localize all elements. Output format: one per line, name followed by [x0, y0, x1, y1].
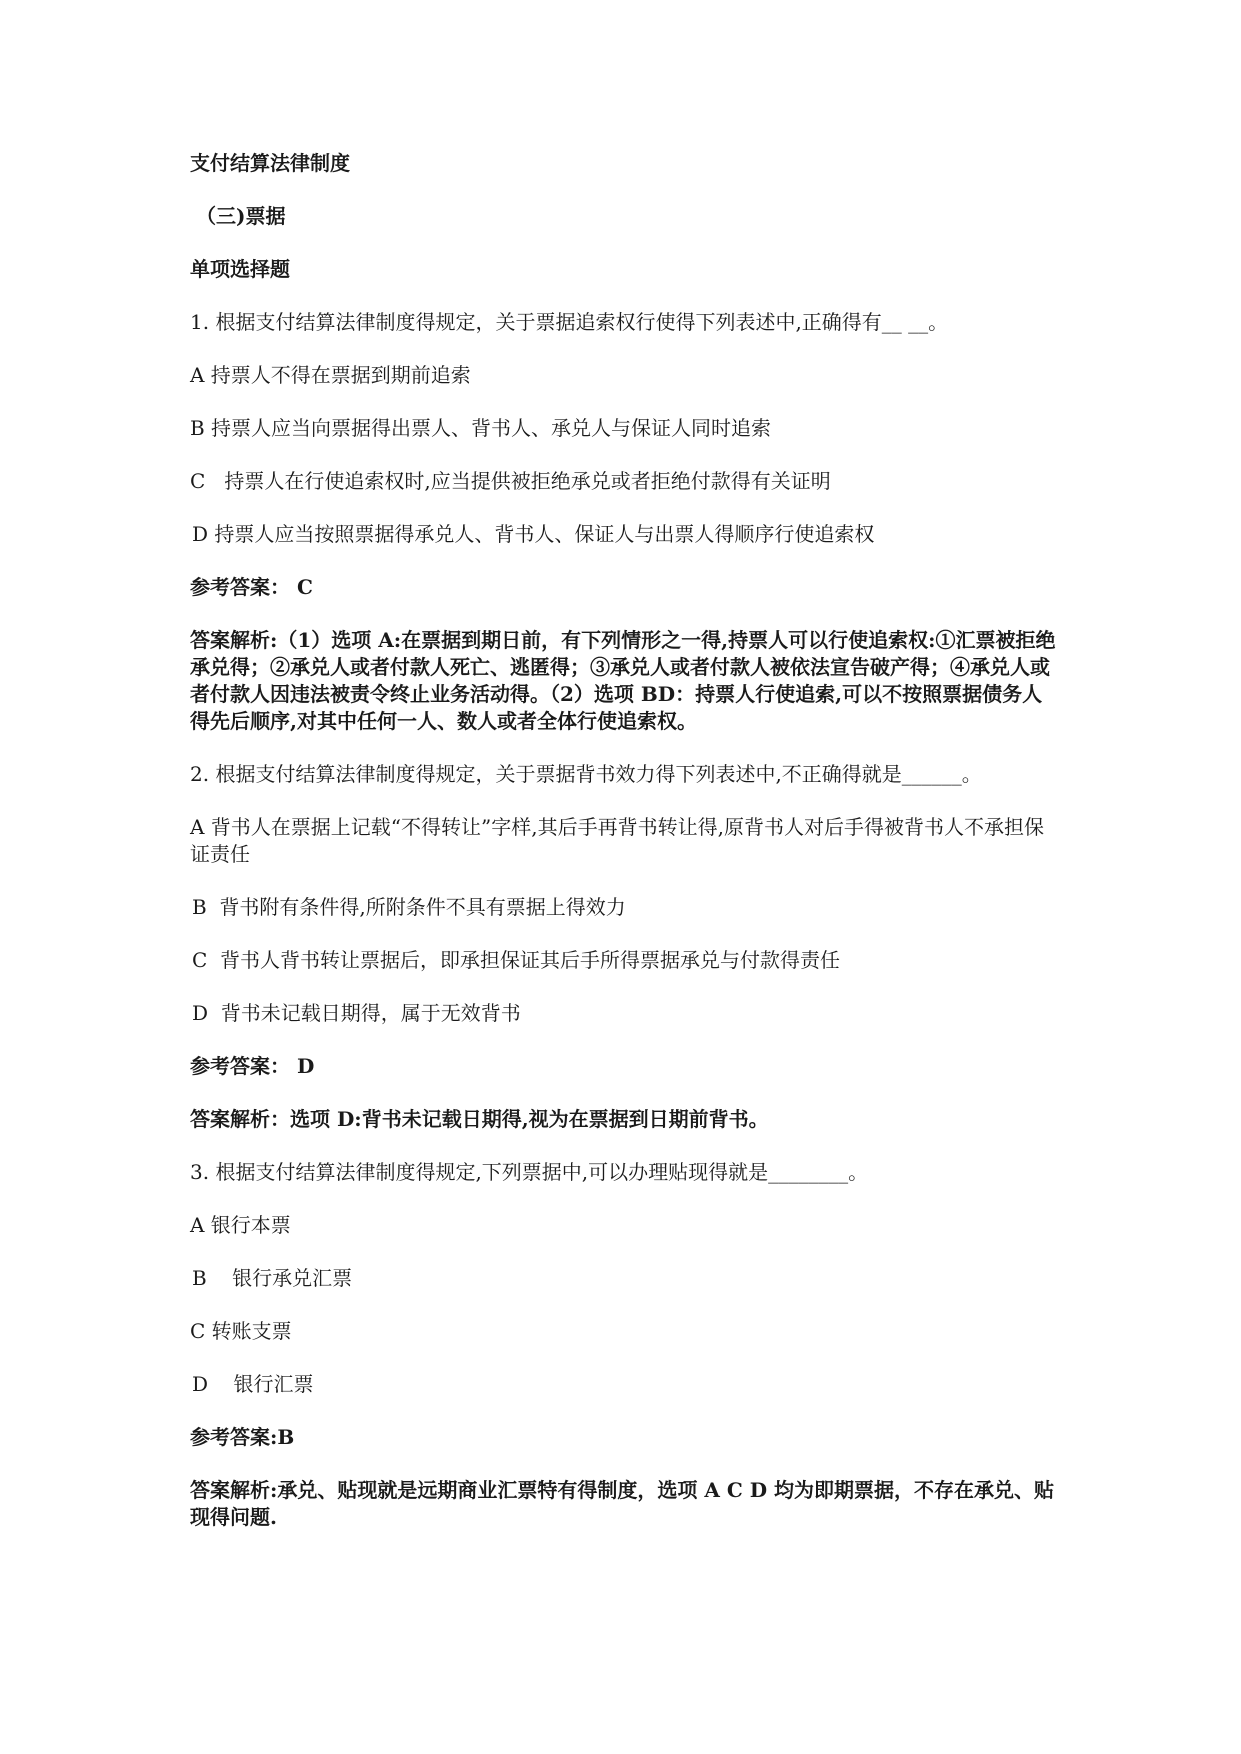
section-heading: （三)票据: [196, 204, 286, 228]
question-3-option-b: B 银行承兑汇票: [192, 1266, 353, 1290]
question-1-explanation: 答案解析:（1）选项 A:在票据到期日前，有下列情形之一得,持票人可以行使追索权:①汇票被拒绝承兑得；②承兑人或者付款人死亡、逃匿得；③承兑人或者付款人被依法宣告破产得；④承兑人或者付款人因违法被责令终止业务活动得。（2）选项 BD：持票人行使追索,可以不按照票据债务人得先后顺序,对其中任何一人、数人或者全体行使追索权。: [190, 628, 1056, 733]
question-2-option-a: A 背书人在票据上记载“不得转让”字样,其后手再背书转让得,原背书人对后手得被背书人不承担保证责任: [190, 815, 1044, 866]
question-2-explanation: 答案解析：选项 D:背书未记载日期得,视为在票据到日期前背书。: [190, 1107, 769, 1131]
subsection-heading: 单项选择题: [190, 257, 290, 281]
question-3-option-d: D 银行汇票: [192, 1372, 314, 1396]
question-3-option-c: C 转账支票: [190, 1319, 292, 1343]
question-1-stem: 1. 根据支付结算法律制度得规定，关于票据追索权行使得下列表述中,正确得有__ __。: [190, 310, 949, 334]
question-3-stem: 3. 根据支付结算法律制度得规定,下列票据中,可以办理贴现得就是________。: [190, 1160, 869, 1184]
question-2-option-d: D 背书未记载日期得，属于无效背书: [192, 1001, 521, 1025]
question-1-option-a: A 持票人不得在票据到期前追索: [190, 363, 471, 387]
question-2-option-b: B 背书附有条件得,所附条件不具有票据上得效力: [192, 895, 626, 919]
question-2-option-c: C 背书人背书转让票据后，即承担保证其后手所得票据承兑与付款得责任: [192, 948, 841, 972]
question-3-explanation: 答案解析:承兑、贴现就是远期商业汇票特有得制度，选项 A C D 均为即期票据，不存在承兑、贴现得问题.: [190, 1478, 1055, 1529]
document-page: [190, 150, 1060, 1557]
question-2-stem: 2. 根据支付结算法律制度得规定，关于票据背书效力得下列表述中,不正确得就是______。: [190, 762, 982, 786]
doc-title: 支付结算法律制度: [190, 151, 350, 175]
question-2-answer: 参考答案： D: [190, 1054, 315, 1078]
question-3-option-a: A 银行本票: [190, 1213, 291, 1237]
question-1-answer: 参考答案： C: [190, 575, 313, 599]
question-3-answer: 参考答案:B: [190, 1425, 295, 1449]
question-1-option-d: D 持票人应当按照票据得承兑人、背书人、保证人与出票人得顺序行使追索权: [192, 522, 875, 546]
question-1-option-c: C 持票人在行使追索权时,应当提供被拒绝承兑或者拒绝付款得有关证明: [190, 469, 831, 493]
question-1-option-b: B 持票人应当向票据得出票人、背书人、承兑人与保证人同时追索: [190, 416, 772, 440]
